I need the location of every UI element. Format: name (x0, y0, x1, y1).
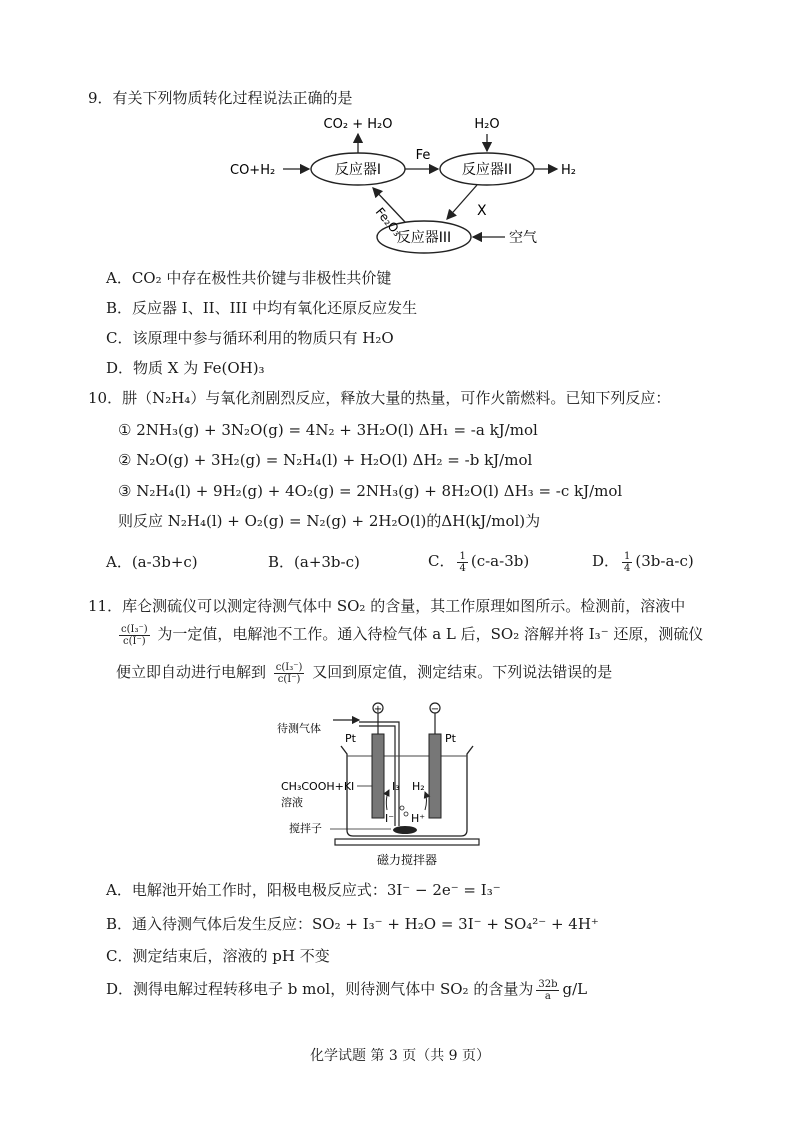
frac-denominator: 4 (459, 562, 466, 574)
q9-option-c: C．该原理中参与循环利用的物质只有 H₂O (106, 329, 394, 347)
q10-option-c-fraction (457, 551, 467, 574)
q9-option-a: A．CO₂ 中存在极性共价键与非极性共价键 (106, 269, 392, 287)
q11-option-a: A．电解池开始工作时，阳极电极反应式：3I⁻ − 2e⁻ = I₃⁻ (106, 881, 501, 899)
q10-option-a: A．(a-3b+c) (106, 553, 198, 571)
q11-option-d-text: D．测得电解过程转移电子 b mol，则待测气体中 SO₂ 的含量为 (106, 980, 534, 998)
q10-option-d-fraction (622, 551, 632, 574)
frac-numerator: 1 (459, 550, 466, 562)
anode-electrode (372, 734, 384, 818)
q9-stem: 9．有关下列物质转化过程说法正确的是 (88, 89, 353, 107)
q10-reaction-2: ② N₂O(g) + 3H₂(g) = N₂H₄(l) + H₂O(l) ΔH₂ = -b kJ/mol (118, 451, 533, 469)
ratio-denominator: c(I⁻) (277, 673, 301, 685)
stir-bar-label: 搅拌子 (289, 822, 322, 835)
q11-option-d-fraction (536, 979, 559, 1002)
magnetic-stirrer-platform (335, 839, 479, 845)
reactor-1-label: 反应器I (334, 162, 382, 178)
gas-label: 待测气体 (277, 722, 321, 735)
q11-line-3 (116, 658, 612, 686)
reactor-2-label: 反应器II (461, 162, 513, 178)
q11-option-c: C．测定结束后，溶液的 pH 不变 (106, 947, 330, 965)
q11-line-2 (116, 620, 703, 648)
q10-reaction-3: ③ N₂H₄(l) + 9H₂(g) + 4O₂(g) = 2NH₃(g) + 8H₂O(l) ΔH₃ = -c kJ/mol (118, 482, 623, 500)
air-label: 空气 (509, 230, 537, 246)
stir-bar (393, 826, 417, 834)
arrow-x (447, 185, 477, 219)
pt-left-label: Pt (345, 732, 356, 745)
q10-stem: 10．肼（N₂H₄）与氧化剂剧烈反应，释放大量的热量，可作火箭燃料。已知下列反应： (88, 389, 671, 407)
ratio-denominator: c(I⁻) (123, 635, 146, 647)
q9-option-d: D．物质 X 为 Fe(OH)₃ (106, 359, 265, 377)
fe-label: Fe (415, 148, 431, 163)
pt-right-label: Pt (445, 732, 456, 745)
q11-line-3a: 便立即自动进行电解到 (116, 663, 267, 681)
q10-option-b: B．(a+3b-c) (268, 553, 360, 571)
plus-sign: + (373, 704, 383, 715)
ratio-numerator: c(I₃⁻) (275, 661, 303, 673)
q10-option-d-expr: (3b-a-c) (635, 552, 694, 570)
minus-sign: − (430, 704, 440, 715)
q11-ratio-fraction-2 (274, 662, 305, 685)
frac-denominator: 4 (624, 562, 631, 574)
magnetic-stirrer-label: 磁力搅拌器 (376, 853, 438, 867)
h2-label: H₂ (412, 780, 425, 793)
q11-option-d (106, 974, 587, 1004)
cathode-electrode (429, 734, 441, 818)
solution-label-2: 溶液 (281, 796, 303, 809)
q11-line-2-text: 为一定值，电解池不工作。通入待检气体 a L 后，SO₂ 溶解并将 I₃⁻ 还原，测硫仪 (157, 625, 704, 643)
h2o-in-label: H₂O (474, 117, 500, 132)
fe2o3-label: Fe₂O₃ (372, 204, 405, 239)
q11-apparatus-diagram (275, 698, 525, 873)
q10-option-d-label: D． (592, 552, 620, 570)
q11-option-d-unit: g/L (562, 980, 588, 998)
q10-reaction-1: ① 2NH₃(g) + 3N₂O(g) = 4N₂ + 3H₂O(l) ΔH₁ = -a kJ/mol (118, 421, 538, 439)
x-label: X (477, 203, 487, 219)
q11-option-b: B．通入待测气体后发生反应：SO₂ + I₃⁻ + H₂O = 3I⁻ + SO₄²⁻ + 4H⁺ (106, 915, 599, 933)
q11-ratio-fraction (119, 624, 150, 647)
q10-option-c (428, 546, 529, 576)
i-minus-label: I⁻ (385, 812, 395, 825)
ratio-numerator: c(I₃⁻) (121, 623, 148, 635)
frac-numerator: 32b (538, 978, 558, 990)
h2-out-label: H₂ (561, 163, 576, 178)
q9-diagram (215, 112, 585, 262)
beaker (341, 746, 473, 836)
q10-option-d (592, 546, 694, 576)
q10-option-c-expr: (c-a-3b) (470, 552, 530, 570)
co-h2-label: CO+H₂ (230, 163, 276, 178)
h-plus-label: H⁺ (411, 812, 426, 825)
frac-denominator: a (544, 990, 551, 1002)
q11-line-3b: 又回到原定值，测定结束。下列说法错误的是 (312, 663, 613, 681)
reactor-3-label: 反应器III (396, 230, 452, 246)
i3-label: I₃ (392, 780, 400, 793)
frac-numerator: 1 (624, 550, 631, 562)
q9-option-b: B．反应器 I、II、III 中均有氧化还原反应发生 (106, 299, 418, 317)
page-footer: 化学试题 第 3 页（共 9 页） (309, 1048, 491, 1064)
q10-option-c-label: C． (428, 552, 455, 570)
q10-question: 则反应 N₂H₄(l) + O₂(g) = N₂(g) + 2H₂O(l)的ΔH(kJ/mol)为 (118, 512, 541, 530)
solution-label-1: CH₃COOH+KI (281, 780, 355, 793)
q11-line-1: 11．库仑测硫仪可以测定待测气体中 SO₂ 的含量，其工作原理如图所示。检测前，溶液中 (88, 597, 686, 615)
co2-h2o-label: CO₂ + H₂O (323, 117, 393, 132)
